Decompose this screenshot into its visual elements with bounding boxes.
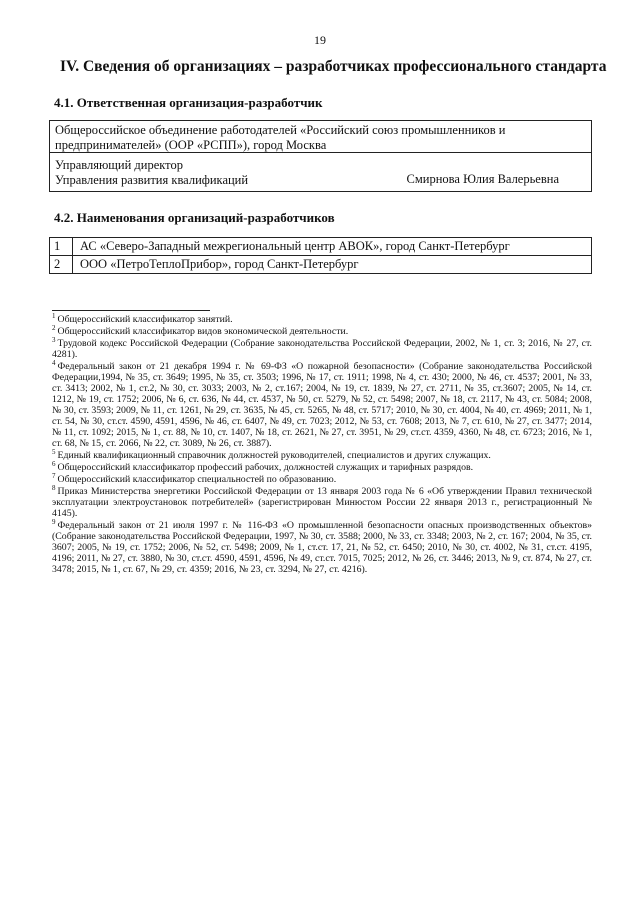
footnote-text: Общероссийский классификатор профессий рабочих, должностей служащих и тарифных разрядов. bbox=[57, 462, 474, 473]
footnote-text: Общероссийский классификатор занятий. bbox=[57, 314, 233, 325]
position-department: Управления развития квалификаций bbox=[55, 173, 249, 187]
position-title: Управляющий директор bbox=[55, 158, 183, 172]
footnote-text: Общероссийский классификатор видов экономической деятельности. bbox=[57, 326, 349, 337]
row-number: 2 bbox=[50, 256, 73, 273]
row-number: 1 bbox=[50, 238, 73, 255]
footnote bbox=[52, 311, 592, 325]
responsible-person-name: Смирнова Юлия Валерьевна bbox=[406, 172, 559, 186]
footnote-mark: 2 bbox=[52, 323, 56, 332]
page-number: 19 bbox=[314, 33, 326, 47]
footnote bbox=[52, 335, 592, 360]
table-row bbox=[50, 238, 591, 255]
footnote bbox=[52, 483, 592, 519]
footnote bbox=[52, 358, 592, 449]
responsible-org-name: Общероссийское объединение работодателей «Российский союз промышленников и предпринимателей» (ООР «РСПП»), город Москва bbox=[50, 121, 591, 153]
footnote-mark: 4 bbox=[52, 358, 56, 367]
footnote-text: Общероссийский классификатор специальностей по образованию. bbox=[57, 474, 337, 485]
footnote-mark: 1 bbox=[52, 311, 56, 320]
organization-name: ООО «ПетроТеплоПрибор», город Санкт-Петербург bbox=[80, 257, 359, 271]
footnotes bbox=[52, 311, 592, 576]
footnote bbox=[52, 517, 592, 575]
footnote-mark: 5 bbox=[52, 447, 56, 456]
footnote bbox=[52, 447, 592, 461]
footnote-mark: 3 bbox=[52, 335, 56, 344]
responsible-org-table bbox=[49, 120, 592, 192]
footnote-text: Трудовой кодекс Российской Федерации (Собрание законодательства Российской Федерации, 2002, № 1, ст. 3; 2016, № 27, ст. 4281). bbox=[52, 338, 592, 360]
section-title: IV. Сведения об организациях – разработчиках профессионального стандарта bbox=[60, 58, 607, 75]
footnote-mark: 6 bbox=[52, 459, 56, 468]
table-row bbox=[50, 255, 591, 273]
footnote-text: Единый квалификационный справочник должностей руководителей, специалистов и других служащих. bbox=[57, 450, 491, 461]
footnote-mark: 9 bbox=[52, 517, 56, 526]
footnote-separator bbox=[52, 310, 210, 311]
organization-name: АС «Северо-Западный межрегиональный центр АВОК», город Санкт-Петербург bbox=[80, 239, 510, 253]
footnote-mark: 7 bbox=[52, 471, 56, 480]
developer-orgs-table bbox=[49, 237, 592, 274]
footnote-text: Федеральный закон от 21 декабря 1994 г. № 69-ФЗ «О пожарной безопасности» (Собрание законодательства Российской Федерации,1994, № 35, ст. 3649; 1995, № 35, ст. 3503; 1996, № 17, ст. 1911; 1998, № 4, ст. 430; 2000, № 46, ст. 4537; 2001, № 33, ст. 3413; 2002, № 1, ст.2, № 30, ст. 3033; 2003, № 2, ст.167; 2004, № 19, ст. 1839, № 27, ст. 2711, № 35, ст.3607; 2005, № 14, ст. 1212, № 19, ст. 1752; 2006, № 6, ст. 636, № 44, ст. 4537, № 50, ст. 5279, № 52, ст. 5498; 2007, № 18, ст. 2117, № 43, ст. 5084; 2008, № 30, ст. 3593; 2009, № 11, ст. 1261, № 29, ст. 3635, № 45, ст. 5265, № 48, ст. 5717; 2010, № 30, ст. 4004, № 40, ст. 4969; 2011, № 1, ст. 54, № 30, ст.ст. 4590, 4591, 4596, № 46, ст. 6407, № 49, ст. 7023; 2012, № 53, ст. 7608; 2013, № 7, ст. 610, № 27, ст. 3477; 2014, № 11, ст. 1092; 2015, № 1, ст. 88, № 10, ст. 1407, № 18, ст. 2621, № 27, ст. 3951, № 29, ст.ст. 4359, 4360, № 48, ст. 6723; 2016, № 1, ст. 68, № 15, ст. 2066, № 22, ст. 3089, № 26, ст. 3887). bbox=[52, 361, 592, 449]
footnote bbox=[52, 323, 592, 337]
footnote-mark: 8 bbox=[52, 483, 56, 492]
footnote-text: Федеральный закон от 21 июля 1997 г. № 116-ФЗ «О промышленной безопасности опасных производственных объектов» (Собрание законодательства Российской Федерации, 1997, № 30, ст. 3588; 2000, № 33, ст. 3348; 2003, № 2, ст. 167; 2004, № 35, ст. 3607; 2005, № 19, ст. 1752; 2006, № 52, ст. 5498; 2009, № 1, ст.ст. 17, 21, № 52, ст. 6450; 2010, № 30, ст. 4002, № 31, ст.ст. 4195, 4196; 2011, № 27, ст. 3880, № 30, ст.ст. 4590, 4591, 4596, № 49, ст.ст. 7015, 7025; 2012, № 26, ст. 3446; 2013, № 9, ст. 874, № 27, ст. 3478; 2015, № 1, ст. 67, № 29, ст. 4359; 2016, № 23, ст. 3294, № 27, ст. 4216). bbox=[52, 520, 592, 575]
footnote-text: Приказ Министерства энергетики Российской Федерации от 13 января 2003 года № 6 «Об утверждении Правил технической эксплуатации электроустановок потребителей» (зарегистрирован Минюстом России 22 января 2013 г., регистрационный № 4145). bbox=[52, 486, 592, 519]
responsible-person-row bbox=[50, 153, 591, 191]
developer-orgs-heading: 4.2. Наименования организаций-разработчиков bbox=[54, 210, 335, 225]
responsible-org-heading: 4.1. Ответственная организация-разработчик bbox=[54, 95, 323, 110]
footnote bbox=[52, 471, 592, 485]
footnote bbox=[52, 459, 592, 473]
